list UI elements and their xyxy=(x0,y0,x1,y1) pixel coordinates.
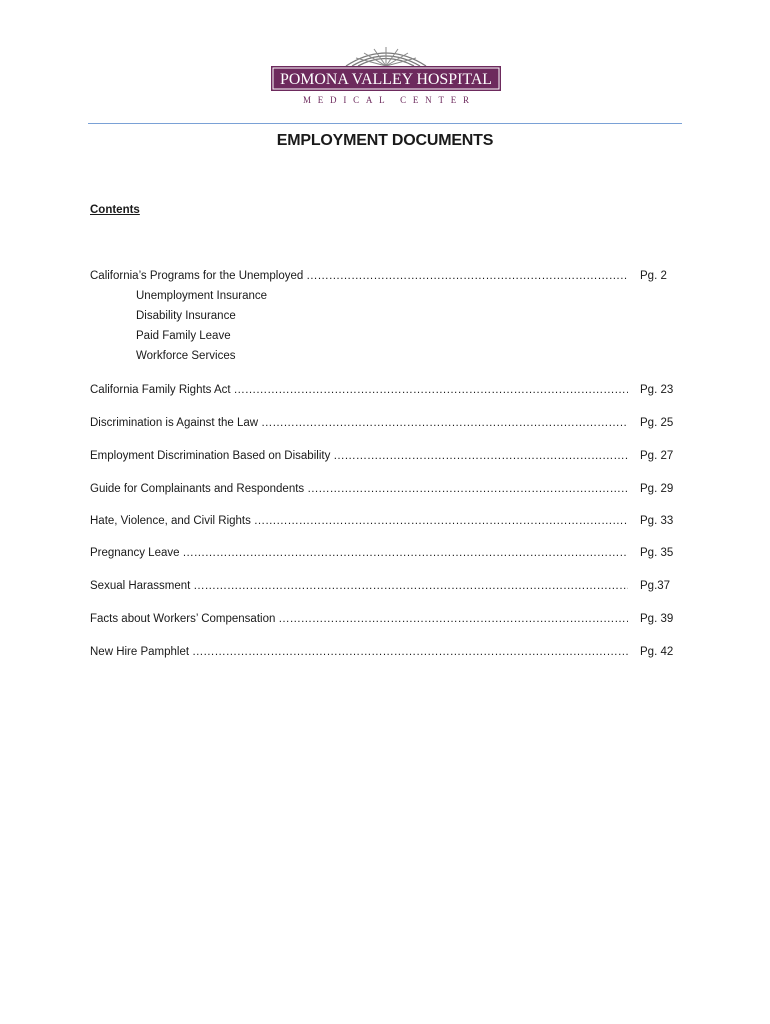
toc-entry-title: California’s Programs for the Unemployed …………………………………………………………………………………………………………………………………………………………………………………… xyxy=(90,268,628,284)
toc-entry-page: Pg. 23 xyxy=(640,384,674,396)
toc-entry xyxy=(90,448,680,464)
toc-subitem: Disability Insurance xyxy=(136,310,236,322)
toc-entry-page: Pg. 29 xyxy=(640,483,674,495)
toc-subitem: Paid Family Leave xyxy=(136,330,231,342)
toc-entry-title: Pregnancy Leave …………………………………………………………………………………………………………………………………………………………………………………… xyxy=(90,545,628,561)
contents-heading: Contents xyxy=(90,204,140,216)
toc-entry-title: Discrimination is Against the Law …………………………………………………………………………………………………………………………………………………………………………………… xyxy=(90,415,628,431)
logo-subname: MEDICAL CENTER xyxy=(303,95,469,105)
toc-subitem: Workforce Services xyxy=(136,350,236,362)
toc-entry-page: Pg. 25 xyxy=(640,417,674,429)
page-title: EMPLOYMENT DOCUMENTS xyxy=(276,132,494,149)
toc-entry xyxy=(90,513,680,529)
toc-entry xyxy=(90,545,680,561)
toc-entry-page: Pg. 33 xyxy=(640,515,674,527)
toc-entry-title: Facts about Workers’ Compensation …………………………………………………………………………………………………………………………………………………………………………………… xyxy=(90,611,628,627)
toc-entry xyxy=(90,268,680,284)
sunburst-logo-icon xyxy=(270,44,502,108)
toc-entry-title: California Family Rights Act …………………………………………………………………………………………………………………………………………………………………………………… xyxy=(90,382,628,398)
toc-entry-page: Pg. 2 xyxy=(640,270,667,282)
toc-entry-page: Pg.37 xyxy=(640,580,671,592)
toc-entry xyxy=(90,578,680,594)
toc-entry xyxy=(90,382,680,398)
toc-entry-title: Employment Discrimination Based on Disability …………………………………………………………………………………………………………………………………………………………………………………… xyxy=(90,448,628,464)
toc-entry-page: Pg. 35 xyxy=(640,547,674,559)
toc-entry-title: Guide for Complainants and Respondents …………………………………………………………………………………………………………………………………………………………………………………… xyxy=(90,481,628,497)
toc-entry-page: Pg. 39 xyxy=(640,613,674,625)
toc-entry-title: Sexual Harassment …………………………………………………………………………………………………………………………………………………………………………………… xyxy=(90,578,628,594)
header-divider xyxy=(88,123,682,124)
toc-entry xyxy=(90,644,680,660)
toc-entry-page: Pg. 27 xyxy=(640,450,674,462)
toc-entry-title: New Hire Pamphlet …………………………………………………………………………………………………………………………………………………………………………………… xyxy=(90,644,628,660)
toc-entry xyxy=(90,415,680,431)
toc-entry xyxy=(90,481,680,497)
toc-subitem: Unemployment Insurance xyxy=(136,290,268,302)
toc-entry xyxy=(90,611,680,627)
toc-entry-title: Hate, Violence, and Civil Rights …………………………………………………………………………………………………………………………………………………………………………………… xyxy=(90,513,628,529)
logo-name: POMONA VALLEY HOSPITAL xyxy=(280,71,492,88)
hospital-logo xyxy=(270,44,502,108)
toc-entry-page: Pg. 42 xyxy=(640,646,674,658)
